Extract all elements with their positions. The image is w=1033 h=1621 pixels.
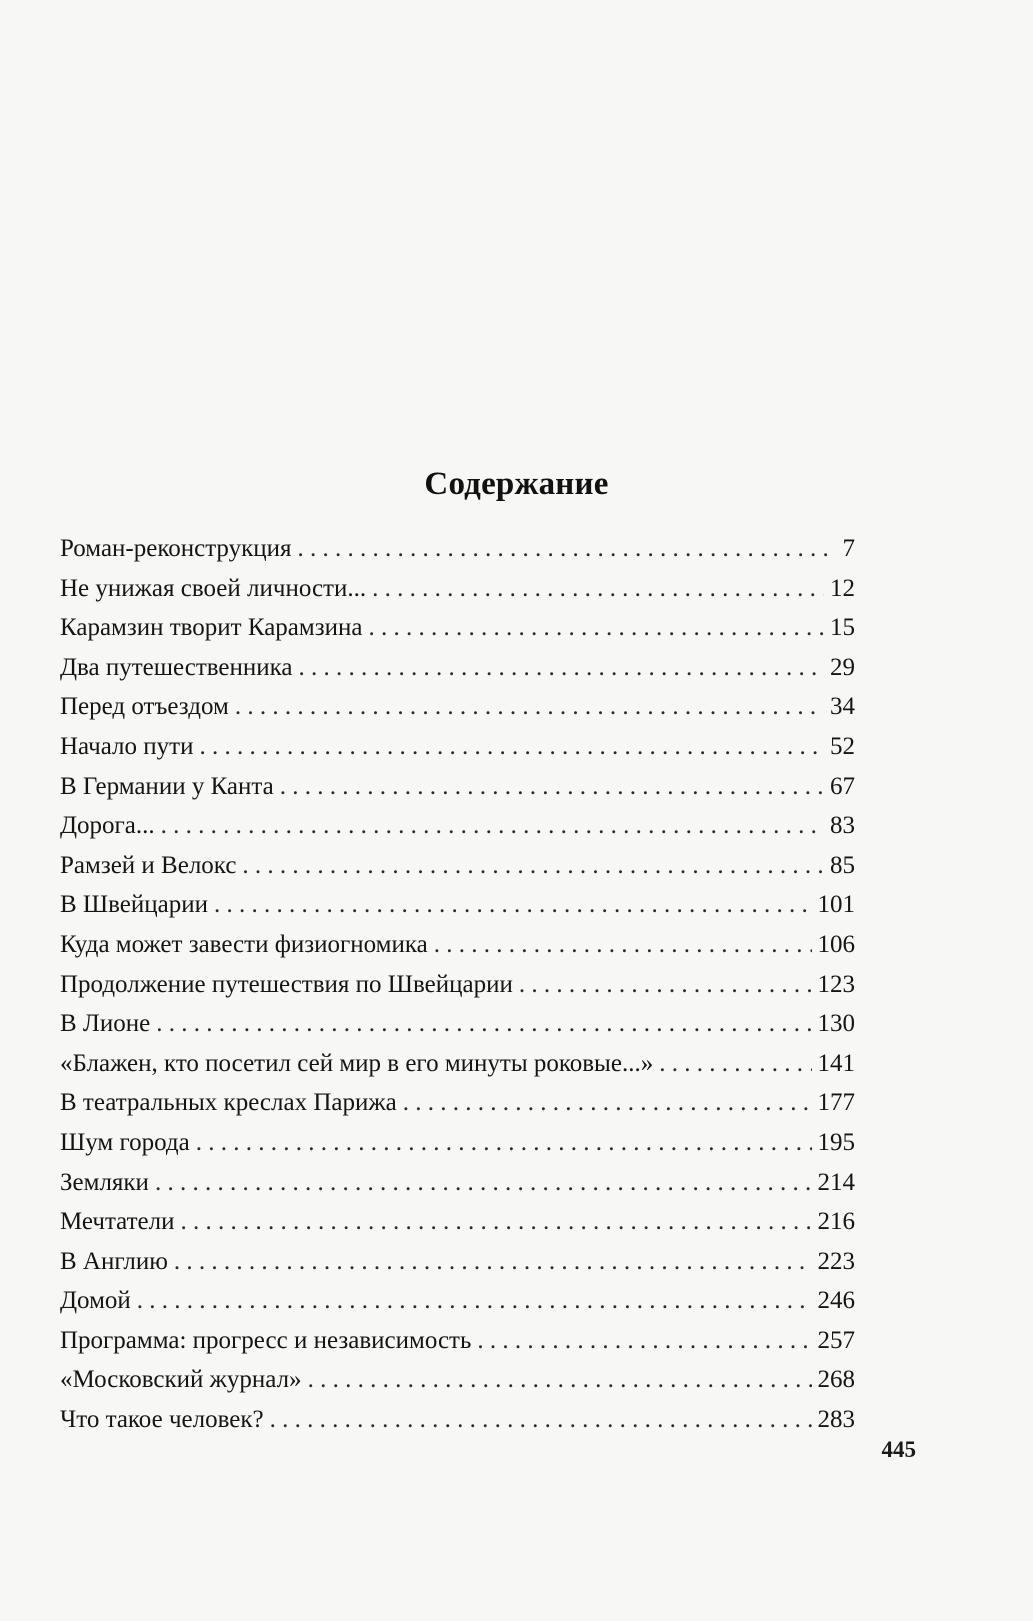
toc-entry-page: 283 [817,1406,855,1434]
toc-entry-page: 130 [817,1010,855,1038]
toc-entry-label: Карамзин творит Карамзина [60,614,363,642]
toc-entry [60,852,855,892]
toc-entry-page: 246 [817,1287,855,1315]
toc-entry [60,1050,855,1090]
toc-entry-page: 195 [817,1128,855,1156]
toc-entry [60,773,855,813]
toc-entry-label: Начало пути [60,732,194,760]
toc-entry [60,931,855,971]
toc-entry-page: 216 [817,1208,855,1236]
toc-leader-dots [196,1129,812,1157]
toc-entry [60,1287,855,1327]
toc-leader-dots [161,812,824,840]
toc-leader-dots [270,1406,812,1434]
toc-entry [60,614,855,654]
toc-entry-label: Программа: прогресс и независимость [60,1326,472,1354]
toc-entry-page: 52 [830,732,855,760]
toc-leader-dots [403,1089,812,1117]
toc-leader-dots [242,852,824,880]
toc-leader-dots [155,1169,812,1197]
toc-entry-label: Перед отъездом [60,693,229,721]
toc-entry-label: В Германии у Канта [60,772,274,800]
toc-leader-dots [214,891,811,919]
toc-entry-label: Что такое человек? [60,1406,264,1434]
toc-entry [60,812,855,852]
toc-entry [60,1327,855,1367]
toc-entry-label: Не унижая своей личности... [60,574,367,602]
toc-entry-page: 85 [830,851,855,879]
toc-entry [60,1208,855,1248]
toc-leader-dots [659,1050,811,1078]
toc-entry-page: 214 [817,1168,855,1196]
toc-entry-page: 268 [817,1366,855,1394]
toc-entry-page: 106 [817,930,855,958]
page-number: 445 [881,1437,916,1462]
toc-leader-dots [156,1010,811,1038]
toc-entry [60,1406,855,1446]
toc-leader-dots [235,693,824,721]
toc-entry-page: 141 [817,1049,855,1077]
page-title: Содержание [424,466,609,502]
toc-entry-label: В театральных креслах Парижа [60,1089,397,1117]
toc-entry-label: Роман-реконструкция [60,535,292,562]
toc-entry-label: Два путешественника [60,653,293,681]
toc-entry-label: Дорога... [60,812,155,840]
toc-entry-page: 177 [817,1089,855,1117]
toc-entry-label: «Блажен, кто посетил сей мир в его минуты роковые...» [60,1049,654,1077]
toc-entry [60,575,855,615]
toc-entry [60,1169,855,1209]
toc-entry [60,1129,855,1169]
toc-entry-label: Куда может завести физиогномика [60,930,428,958]
toc-leader-dots [372,575,824,603]
toc-entry [60,693,855,733]
toc-leader-dots [280,773,824,801]
toc-entry [60,654,855,694]
toc-entry-label: Рамзей и Велокс [60,851,237,879]
toc-entry [60,1010,855,1050]
table-of-contents [60,535,855,1446]
toc-leader-dots [477,1327,811,1355]
toc-entry-page: 101 [817,891,855,919]
toc-leader-dots [519,971,812,999]
toc-leader-dots [137,1287,812,1315]
toc-entry-page: 34 [830,693,855,721]
toc-entry-label: В Англию [60,1247,168,1275]
toc-entry-page: 83 [830,812,855,840]
toc-entry-page: 123 [817,970,855,998]
toc-leader-dots [174,1248,812,1276]
toc-entry [60,971,855,1011]
toc-leader-dots [199,733,824,761]
toc-entry [60,1089,855,1129]
toc-leader-dots [181,1208,812,1236]
toc-entry-page: 67 [830,772,855,800]
toc-entry-label: В Лионе [60,1010,151,1038]
toc-entry-label: Продолжение путешествия по Швейцарии [60,970,513,998]
toc-leader-dots [299,654,824,682]
toc-entry-page: 223 [817,1247,855,1275]
toc-entry-page: 7 [842,535,855,562]
toc-entry [60,1366,855,1406]
toc-entry [60,733,855,773]
toc-entry [60,535,855,575]
toc-entry-label: Домой [60,1287,131,1315]
toc-entry-label: Земляки [60,1168,149,1196]
toc-entry-page: 12 [830,574,855,602]
toc-leader-dots [308,1366,812,1394]
toc-entry-label: Мечтатели [60,1208,175,1236]
toc-entry-page: 257 [817,1326,855,1354]
toc-entry [60,1248,855,1288]
toc-entry-label: В Швейцарии [60,891,209,919]
toc-leader-dots [298,535,831,563]
toc-entry-label: «Московский журнал» [60,1366,302,1394]
toc-leader-dots [368,614,824,642]
toc-entry [60,891,855,931]
toc-entry-page: 15 [830,614,855,642]
toc-entry-page: 29 [830,653,855,681]
toc-entry-label: Шум города [60,1128,190,1156]
toc-leader-dots [434,931,812,959]
